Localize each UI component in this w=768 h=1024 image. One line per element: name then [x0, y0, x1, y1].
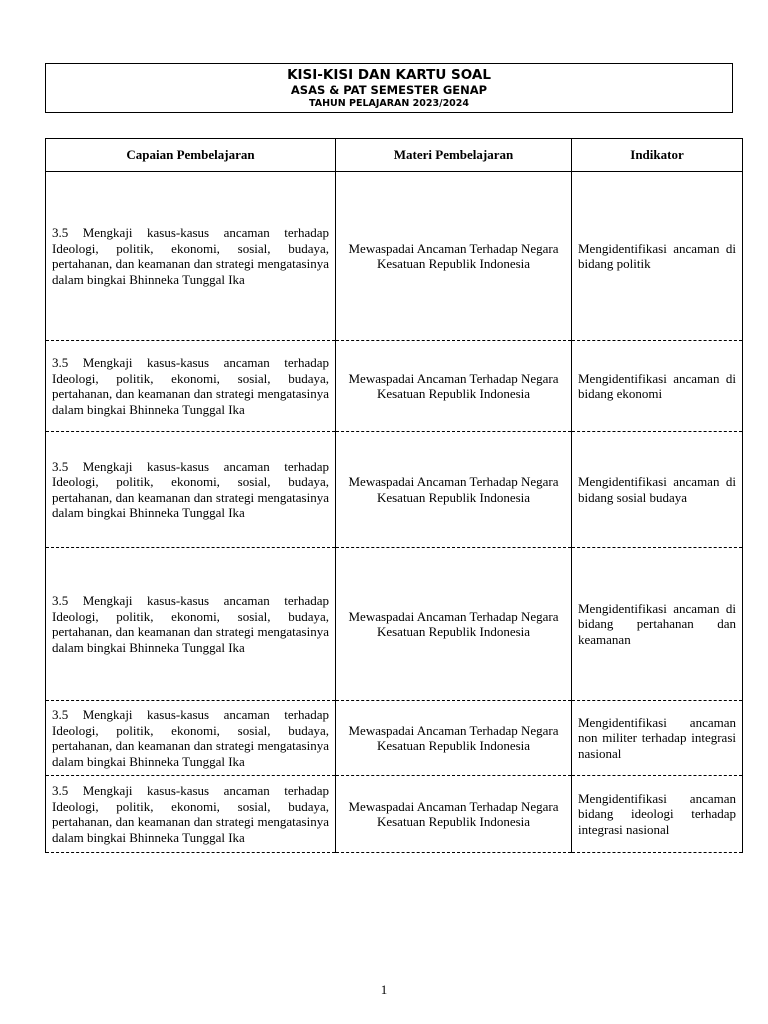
table-row — [46, 341, 743, 432]
table-header-row — [46, 139, 743, 172]
document-subtitle: ASAS & PAT SEMESTER GENAP — [290, 83, 488, 97]
capaian-cell: 3.5 Mengkaji kasus-kasus ancaman terhadap Ideologi, politik, ekonomi, sosial, budaya, pertahanan, dan keamanan dan strategi mengatasinya dalam bingkai Bhinneka Tunggal Ika — [46, 432, 336, 548]
indikator-cell: Mengidentifikasi ancaman di bidang politik — [572, 172, 743, 341]
capaian-cell: 3.5 Mengkaji kasus-kasus ancaman terhadap Ideologi, politik, ekonomi, sosial, budaya, pertahanan, dan keamanan dan strategi mengatasinya dalam bingkai Bhinneka Tunggal Ika — [46, 172, 336, 341]
materi-cell: Mewaspadai Ancaman Terhadap Negara Kesatuan Republik Indonesia — [336, 548, 572, 701]
indikator-cell: Mengidentifikasi ancaman di bidang ekonomi — [572, 341, 743, 432]
table-row — [46, 172, 743, 341]
indikator-cell: Mengidentifikasi ancaman di bidang sosial budaya — [572, 432, 743, 548]
page-number: 1 — [380, 982, 388, 997]
materi-cell: Mewaspadai Ancaman Terhadap Negara Kesatuan Republik Indonesia — [336, 776, 572, 853]
document-title: KISI-KISI DAN KARTU SOAL — [287, 67, 491, 83]
capaian-cell: 3.5 Mengkaji kasus-kasus ancaman terhadap Ideologi, politik, ekonomi, sosial, budaya, pertahanan, dan keamanan dan strategi mengatasinya dalam bingkai Bhinneka Tunggal Ika — [46, 548, 336, 701]
kisi-kisi-table — [45, 138, 743, 853]
materi-cell: Mewaspadai Ancaman Terhadap Negara Kesatuan Republik Indonesia — [336, 432, 572, 548]
capaian-cell: 3.5 Mengkaji kasus-kasus ancaman terhadap Ideologi, politik, ekonomi, sosial, budaya, pertahanan, dan keamanan dan strategi mengatasinya dalam bingkai Bhinneka Tunggal Ika — [46, 701, 336, 776]
materi-cell: Mewaspadai Ancaman Terhadap Negara Kesatuan Republik Indonesia — [336, 172, 572, 341]
indikator-cell: Mengidentifikasi ancaman non militer terhadap integrasi nasional — [572, 701, 743, 776]
column-header-capaian: Capaian Pembelajaran — [46, 139, 336, 172]
document-header — [45, 63, 733, 113]
column-header-indikator: Indikator — [572, 139, 743, 172]
capaian-cell: 3.5 Mengkaji kasus-kasus ancaman terhadap Ideologi, politik, ekonomi, sosial, budaya, pertahanan, dan keamanan dan strategi mengatasinya dalam bingkai Bhinneka Tunggal Ika — [46, 341, 336, 432]
indikator-cell: Mengidentifikasi ancaman di bidang pertahanan dan keamanan — [572, 548, 743, 701]
column-header-materi: Materi Pembelajaran — [336, 139, 572, 172]
materi-cell: Mewaspadai Ancaman Terhadap Negara Kesatuan Republik Indonesia — [336, 701, 572, 776]
table-row — [46, 432, 743, 548]
indikator-cell: Mengidentifikasi ancaman bidang ideologi terhadap integrasi nasional — [572, 776, 743, 853]
capaian-cell: 3.5 Mengkaji kasus-kasus ancaman terhadap Ideologi, politik, ekonomi, sosial, budaya, pertahanan, dan keamanan dan strategi mengatasinya dalam bingkai Bhinneka Tunggal Ika — [46, 776, 336, 853]
table-row — [46, 701, 743, 776]
table-row — [46, 548, 743, 701]
materi-cell: Mewaspadai Ancaman Terhadap Negara Kesatuan Republik Indonesia — [336, 341, 572, 432]
table-row — [46, 776, 743, 853]
academic-year: TAHUN PELAJARAN 2023/2024 — [308, 98, 470, 109]
